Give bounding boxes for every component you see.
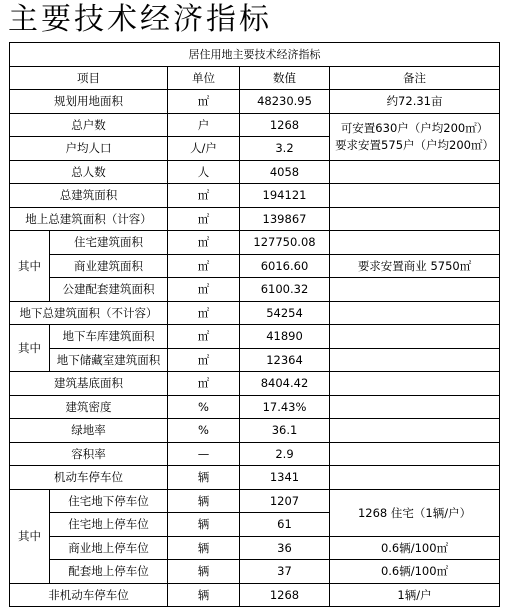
header-item: 项目 bbox=[10, 66, 168, 90]
row-value: 54254 bbox=[240, 301, 330, 325]
row-value: 61 bbox=[240, 513, 330, 537]
row-value: 6016.60 bbox=[240, 254, 330, 278]
row-value: 127750.08 bbox=[240, 231, 330, 255]
table-row bbox=[10, 231, 500, 255]
row-note bbox=[330, 325, 500, 349]
row-unit: ㎡ bbox=[168, 348, 240, 372]
row-unit: ㎡ bbox=[168, 301, 240, 325]
row-item: 总人数 bbox=[10, 160, 168, 184]
households-note bbox=[330, 113, 500, 160]
table-caption: 居住用地主要技术经济指标 bbox=[10, 43, 500, 67]
table-row bbox=[10, 560, 500, 584]
row-note bbox=[330, 301, 500, 325]
row-note bbox=[330, 466, 500, 490]
row-item: 地下储藏室建筑面积 bbox=[50, 348, 168, 372]
households-note-line1: 可安置630户（户均200㎡） bbox=[340, 120, 489, 135]
row-item: 商业地上停车位 bbox=[50, 536, 168, 560]
header-unit: 单位 bbox=[168, 66, 240, 90]
row-value: 1207 bbox=[240, 489, 330, 513]
table-row bbox=[10, 325, 500, 349]
row-item: 地下车库建筑面积 bbox=[50, 325, 168, 349]
row-item: 住宅地下停车位 bbox=[50, 489, 168, 513]
row-note: 约72.31亩 bbox=[330, 90, 500, 114]
row-unit: 人 bbox=[168, 160, 240, 184]
table-row bbox=[10, 184, 500, 208]
row-value: 2.9 bbox=[240, 442, 330, 466]
row-value: 3.2 bbox=[240, 137, 330, 161]
row-note bbox=[330, 207, 500, 231]
header-note: 备注 bbox=[330, 66, 500, 90]
row-item: 建筑基底面积 bbox=[10, 372, 168, 396]
row-unit: — bbox=[168, 442, 240, 466]
row-item: 公建配套建筑面积 bbox=[50, 278, 168, 302]
row-unit: 辆 bbox=[168, 583, 240, 607]
table-caption-row bbox=[10, 43, 500, 67]
row-value: 1341 bbox=[240, 466, 330, 490]
row-value: 139867 bbox=[240, 207, 330, 231]
row-note bbox=[330, 348, 500, 372]
table-row bbox=[10, 442, 500, 466]
row-value: 8404.42 bbox=[240, 372, 330, 396]
row-note: 0.6辆/100㎡ bbox=[330, 560, 500, 584]
row-value: 4058 bbox=[240, 160, 330, 184]
row-item: 总建筑面积 bbox=[10, 184, 168, 208]
page-title: 主要技术经济指标 bbox=[8, 2, 272, 37]
row-value: 48230.95 bbox=[240, 90, 330, 114]
table-row bbox=[10, 536, 500, 560]
table-row bbox=[10, 348, 500, 372]
row-unit: ㎡ bbox=[168, 278, 240, 302]
row-unit: 户 bbox=[168, 113, 240, 137]
row-item: 规划用地面积 bbox=[10, 90, 168, 114]
table-row bbox=[10, 419, 500, 443]
row-note bbox=[330, 395, 500, 419]
table-row bbox=[10, 160, 500, 184]
row-unit: ㎡ bbox=[168, 325, 240, 349]
row-unit: ㎡ bbox=[168, 231, 240, 255]
row-unit: 辆 bbox=[168, 466, 240, 490]
row-value: 194121 bbox=[240, 184, 330, 208]
row-note bbox=[330, 160, 500, 184]
households-note-line2: 要求安置575户（户均200㎡） bbox=[335, 137, 494, 152]
row-item: 商业建筑面积 bbox=[50, 254, 168, 278]
row-unit: % bbox=[168, 395, 240, 419]
row-unit: ㎡ bbox=[168, 90, 240, 114]
table-row bbox=[10, 278, 500, 302]
row-unit: % bbox=[168, 419, 240, 443]
row-unit: 人/户 bbox=[168, 137, 240, 161]
table-row bbox=[10, 583, 500, 607]
row-unit: ㎡ bbox=[168, 184, 240, 208]
row-item: 总户数 bbox=[10, 113, 168, 137]
row-value: 12364 bbox=[240, 348, 330, 372]
table-row bbox=[10, 207, 500, 231]
row-item: 容积率 bbox=[10, 442, 168, 466]
table-row bbox=[10, 254, 500, 278]
row-value: 37 bbox=[240, 560, 330, 584]
parking-note: 1268 住宅（1辆/户） bbox=[330, 489, 500, 536]
group-label: 其中 bbox=[10, 325, 50, 372]
row-value: 1268 bbox=[240, 583, 330, 607]
table-header-row bbox=[10, 66, 500, 90]
header-value: 数值 bbox=[240, 66, 330, 90]
row-value: 41890 bbox=[240, 325, 330, 349]
row-value: 17.43% bbox=[240, 395, 330, 419]
row-note bbox=[330, 419, 500, 443]
row-item: 户均人口 bbox=[10, 137, 168, 161]
row-item: 住宅建筑面积 bbox=[50, 231, 168, 255]
row-item: 建筑密度 bbox=[10, 395, 168, 419]
technical-indicators-table bbox=[9, 42, 500, 607]
table-row bbox=[10, 90, 500, 114]
row-item: 地上总建筑面积（计容） bbox=[10, 207, 168, 231]
row-item: 绿地率 bbox=[10, 419, 168, 443]
row-note bbox=[330, 231, 500, 255]
row-note bbox=[330, 278, 500, 302]
row-note: 要求安置商业 5750㎡ bbox=[330, 254, 500, 278]
row-unit: 辆 bbox=[168, 560, 240, 584]
row-note bbox=[330, 442, 500, 466]
row-item: 住宅地上停车位 bbox=[50, 513, 168, 537]
table-row bbox=[10, 113, 500, 137]
row-unit: ㎡ bbox=[168, 254, 240, 278]
table-row bbox=[10, 395, 500, 419]
row-item: 非机动车停车位 bbox=[10, 583, 168, 607]
table-row bbox=[10, 372, 500, 396]
row-note: 0.6辆/100㎡ bbox=[330, 536, 500, 560]
group-label: 其中 bbox=[10, 231, 50, 302]
row-unit: ㎡ bbox=[168, 372, 240, 396]
row-value: 36 bbox=[240, 536, 330, 560]
table-row bbox=[10, 301, 500, 325]
row-note bbox=[330, 184, 500, 208]
row-unit: 辆 bbox=[168, 489, 240, 513]
row-note bbox=[330, 372, 500, 396]
row-value: 1268 bbox=[240, 113, 330, 137]
group-label: 其中 bbox=[10, 489, 50, 583]
row-item: 配套地上停车位 bbox=[50, 560, 168, 584]
row-unit: 辆 bbox=[168, 536, 240, 560]
table-row bbox=[10, 489, 500, 513]
table-row bbox=[10, 466, 500, 490]
row-unit: ㎡ bbox=[168, 207, 240, 231]
row-note: 1辆/户 bbox=[330, 583, 500, 607]
row-value: 6100.32 bbox=[240, 278, 330, 302]
row-value: 36.1 bbox=[240, 419, 330, 443]
row-unit: 辆 bbox=[168, 513, 240, 537]
row-item: 机动车停车位 bbox=[10, 466, 168, 490]
row-item: 地下总建筑面积（不计容） bbox=[10, 301, 168, 325]
